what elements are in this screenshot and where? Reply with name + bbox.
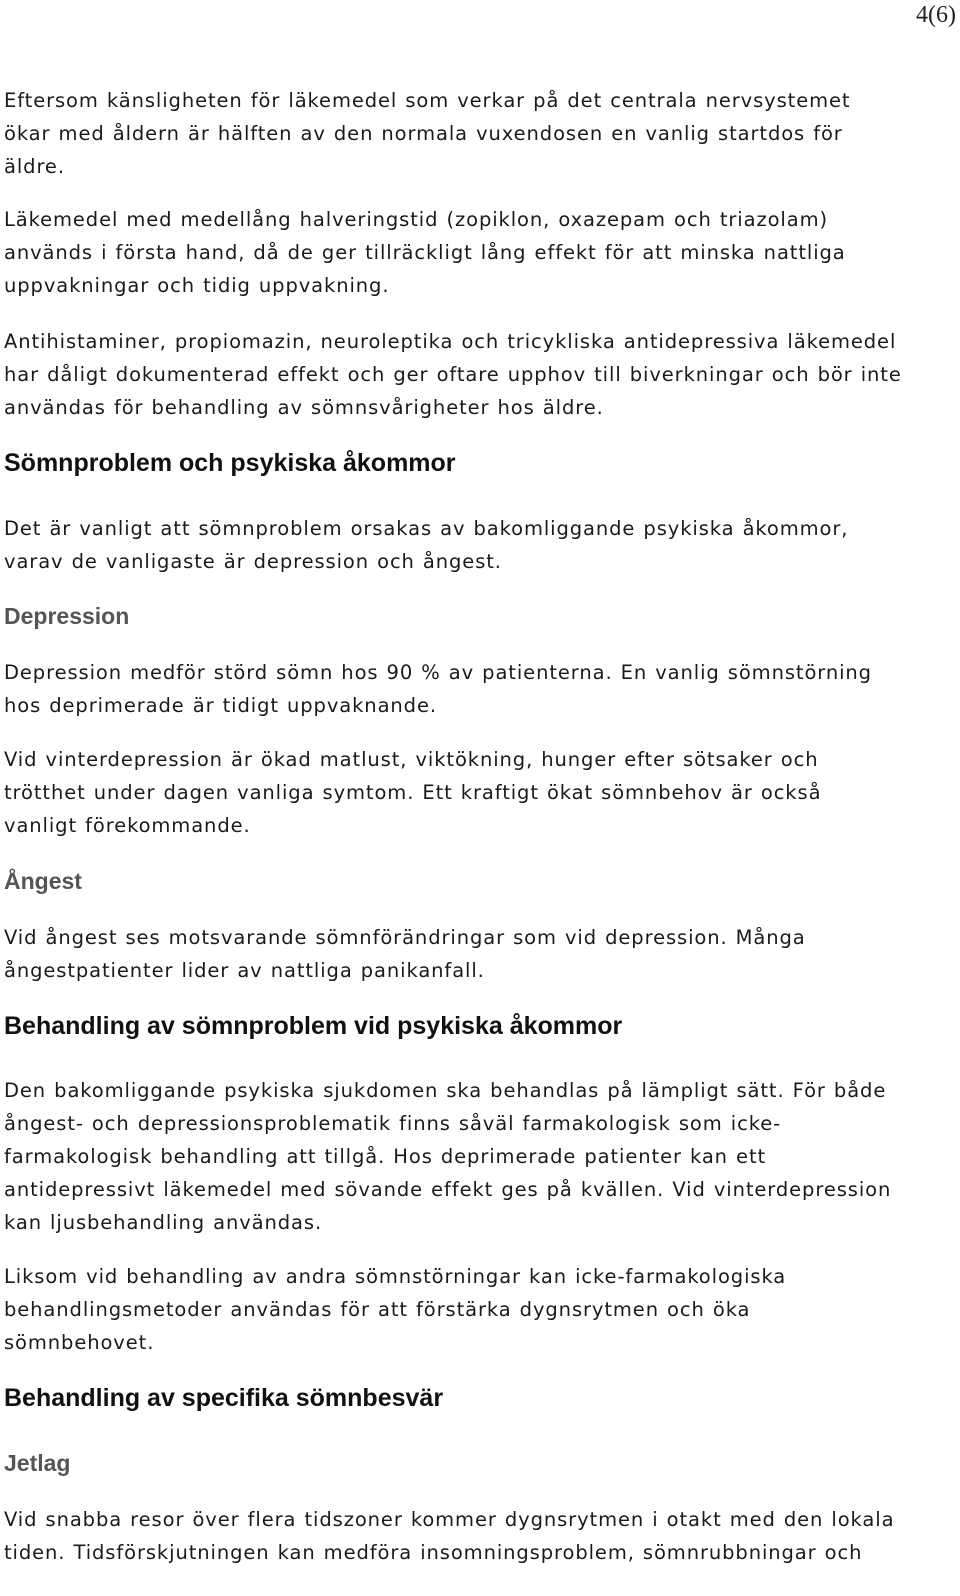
paragraph-treatment (4, 1074, 949, 1239)
text-line: kan ljusbehandling användas. (4, 1211, 323, 1234)
text-line: farmakologisk behandling att tillgå. Hos deprimerade patienter kan ett (4, 1145, 767, 1168)
text-line: behandlingsmetoder användas för att förstärka dygnsrytmen och öka (4, 1298, 751, 1321)
paragraph-antihistamines (4, 325, 949, 424)
text-line: Läkemedel med medellång halveringstid (zopiklon, oxazepam och triazolam) (4, 208, 828, 231)
text-line: Depression medför störd sömn hos 90 % av patienterna. En vanlig sömnstörning (4, 661, 872, 684)
section-heading: Behandling av specifika sömnbesvär (4, 1384, 444, 1412)
paragraph-non-pharmacological (4, 1260, 949, 1359)
subsection-heading: Depression (4, 603, 130, 629)
paragraph-winter-depression (4, 743, 949, 842)
text-line: hos deprimerade är tidigt uppvaknande. (4, 694, 437, 717)
paragraph-anxiety (4, 921, 949, 987)
text-line: äldre. (4, 155, 65, 178)
text-line: ökar med åldern är hälften av den normala vuxendosen en vanlig startdos för (4, 122, 843, 145)
text-line: Den bakomliggande psykiska sjukdomen ska behandlas på lämpligt sätt. För både (4, 1079, 887, 1102)
text-line: Vid ångest ses motsvarande sömnförändringar som vid depression. Många (4, 926, 806, 949)
text-line: ångest- och depressionsproblematik finns såväl farmakologisk som icke- (4, 1112, 782, 1135)
paragraph-half-life (4, 203, 949, 302)
section-heading: Behandling av sömnproblem vid psykiska åkommor (4, 1012, 623, 1040)
text-line: Liksom vid behandling av andra sömnstörningar kan icke-farmakologiska (4, 1265, 787, 1288)
text-line: vanligt förekommande. (4, 814, 251, 837)
text-line: sömnbehovet. (4, 1331, 155, 1354)
text-line: Eftersom känsligheten för läkemedel som verkar på det centrala nervsystemet (4, 89, 851, 112)
text-line: ångestpatienter lider av nattliga panikanfall. (4, 959, 485, 982)
section-heading: Sömnproblem och psykiska åkommor (4, 449, 456, 477)
text-line: tiden. Tidsförskjutningen kan medföra insomningsproblem, sömnrubbningar och (4, 1541, 863, 1564)
text-line: användas för behandling av sömnsvårigheter hos äldre. (4, 396, 604, 419)
text-line: Vid snabba resor över flera tidszoner kommer dygnsrytmen i otakt med den lokala (4, 1508, 895, 1531)
text-line: trötthet under dagen vanliga symtom. Ett kraftigt ökat sömnbehov är också (4, 781, 822, 804)
subsection-heading: Ångest (4, 868, 82, 894)
text-line: uppvakningar och tidig uppvakning. (4, 274, 390, 297)
paragraph-dosage-elderly (4, 84, 949, 183)
page-number: 4(6) (916, 2, 956, 28)
text-line: Det är vanligt att sömnproblem orsakas av bakomliggande psykiska åkommor, (4, 517, 849, 540)
text-line: antidepressivt läkemedel med sövande effekt ges på kvällen. Vid vinterdepression (4, 1178, 892, 1201)
text-line: används i första hand, då de ger tillräckligt lång effekt för att minska nattliga (4, 241, 846, 264)
text-line: har dåligt dokumenterad effekt och ger oftare upphov till biverkningar och bör inte (4, 363, 902, 386)
paragraph-depression (4, 656, 949, 722)
subsection-heading: Jetlag (4, 1450, 71, 1476)
paragraph-psychiatric-causes (4, 512, 949, 578)
text-line: varav de vanligaste är depression och ångest. (4, 550, 502, 573)
text-line: Antihistaminer, propiomazin, neuroleptika och tricykliska antidepressiva läkemedel (4, 330, 897, 353)
paragraph-jetlag (4, 1503, 949, 1569)
text-line: Vid vinterdepression är ökad matlust, viktökning, hunger efter sötsaker och (4, 748, 819, 771)
